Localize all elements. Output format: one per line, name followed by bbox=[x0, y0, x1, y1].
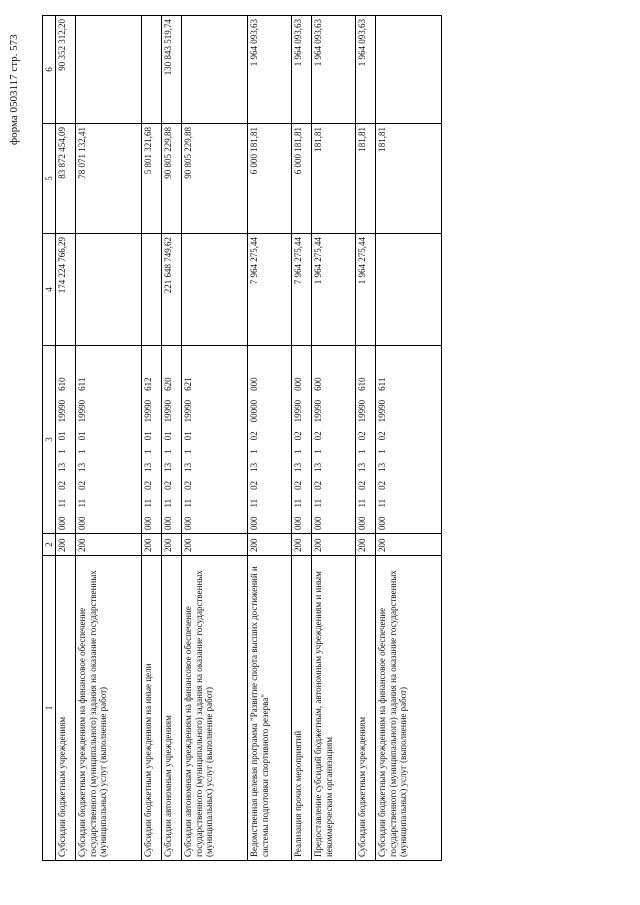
code-part: 02 bbox=[377, 431, 388, 441]
form-reference: форма 0503117 стр. 573 bbox=[8, 34, 20, 145]
row-executed: 83 872 454,09 bbox=[56, 124, 76, 234]
code-part: 11 bbox=[249, 498, 260, 508]
code-part: 02 bbox=[249, 480, 260, 490]
code-part: 02 bbox=[57, 480, 68, 490]
code-part: 19990 bbox=[183, 399, 194, 423]
row-budget-code bbox=[76, 346, 142, 534]
row-approved: 1 964 275,44 bbox=[312, 234, 356, 346]
table-row bbox=[312, 16, 356, 861]
col-header-3: 3 bbox=[43, 346, 56, 534]
row-approved: 7 964 275,44 bbox=[248, 234, 292, 346]
code-part: 000 bbox=[377, 516, 388, 530]
code-part: 1 bbox=[57, 449, 68, 454]
row-unexecuted: 130 843 519,74 bbox=[162, 16, 182, 124]
code-part: 13 bbox=[163, 462, 174, 472]
row-budget-code bbox=[312, 346, 356, 534]
row-executed: 6 000 181,81 bbox=[292, 124, 312, 234]
code-part: 19990 bbox=[357, 399, 368, 423]
code-part: 1 bbox=[77, 449, 88, 454]
code-part: 13 bbox=[293, 462, 304, 472]
code-part: 612 bbox=[143, 377, 154, 391]
code-part: 02 bbox=[313, 480, 324, 490]
row-approved: 174 224 766,29 bbox=[56, 234, 76, 346]
col-header-2: 2 bbox=[43, 534, 56, 556]
code-part: 11 bbox=[313, 498, 324, 508]
row-name: Субсидии бюджетным учреждениям на финансовое обеспечение государственного (муниципального) задания на оказание государственных (муниципальных) услуг (выполнение работ) bbox=[76, 556, 142, 861]
code-part: 11 bbox=[57, 498, 68, 508]
row-approved bbox=[142, 234, 162, 346]
row-line-code: 200 bbox=[142, 534, 162, 556]
table-row bbox=[376, 16, 442, 861]
code-part: 1 bbox=[249, 449, 260, 454]
code-part: 000 bbox=[163, 516, 174, 530]
code-part: 000 bbox=[57, 516, 68, 530]
code-part: 1 bbox=[293, 449, 304, 454]
code-part: 000 bbox=[293, 516, 304, 530]
row-approved: 1 964 275,44 bbox=[356, 234, 376, 346]
row-budget-code bbox=[56, 346, 76, 534]
row-executed: 90 805 229,88 bbox=[162, 124, 182, 234]
table-row bbox=[356, 16, 376, 861]
code-part: 600 bbox=[313, 377, 324, 391]
row-name: Субсидии бюджетным учреждениям на финансовое обеспечение государственного (муниципального) задания на оказание государственных (муниципальных) услуг (выполнение работ) bbox=[376, 556, 442, 861]
code-part: 000 bbox=[357, 516, 368, 530]
code-part: 13 bbox=[183, 462, 194, 472]
row-approved: 7 964 275,44 bbox=[292, 234, 312, 346]
code-part: 02 bbox=[313, 431, 324, 441]
row-line-code: 200 bbox=[56, 534, 76, 556]
code-part: 00000 bbox=[249, 399, 260, 423]
code-part: 1 bbox=[163, 449, 174, 454]
code-part: 19990 bbox=[57, 399, 68, 423]
code-part: 02 bbox=[143, 480, 154, 490]
code-part: 000 bbox=[249, 377, 260, 391]
row-name: Субсидии бюджетным учреждениям bbox=[56, 556, 76, 861]
code-part: 13 bbox=[57, 462, 68, 472]
row-budget-code bbox=[248, 346, 292, 534]
row-unexecuted bbox=[376, 16, 442, 124]
table-row bbox=[182, 16, 248, 861]
row-executed: 181,81 bbox=[312, 124, 356, 234]
row-unexecuted: 1 964 093,63 bbox=[248, 16, 292, 124]
code-part: 01 bbox=[163, 431, 174, 441]
row-executed: 181,81 bbox=[376, 124, 442, 234]
code-part: 02 bbox=[357, 431, 368, 441]
code-part: 01 bbox=[183, 431, 194, 441]
table-row bbox=[292, 16, 312, 861]
row-budget-code bbox=[376, 346, 442, 534]
code-part: 621 bbox=[183, 377, 194, 391]
header-row bbox=[43, 16, 56, 861]
code-part: 000 bbox=[183, 516, 194, 530]
row-name: Реализация прочих мероприятий bbox=[292, 556, 312, 861]
row-line-code: 200 bbox=[76, 534, 142, 556]
row-approved bbox=[182, 234, 248, 346]
code-part: 611 bbox=[77, 377, 88, 391]
code-part: 11 bbox=[163, 498, 174, 508]
row-unexecuted bbox=[182, 16, 248, 124]
code-part: 11 bbox=[377, 498, 388, 508]
row-unexecuted: 1 964 093,63 bbox=[356, 16, 376, 124]
table-row bbox=[162, 16, 182, 861]
row-executed: 78 071 132,41 bbox=[76, 124, 142, 234]
code-part: 000 bbox=[313, 516, 324, 530]
row-name: Субсидии автономным учреждениям bbox=[162, 556, 182, 861]
code-part: 000 bbox=[77, 516, 88, 530]
table-row bbox=[76, 16, 142, 861]
code-part: 610 bbox=[357, 377, 368, 391]
row-unexecuted bbox=[76, 16, 142, 124]
row-executed: 90 805 229,88 bbox=[182, 124, 248, 234]
code-part: 1 bbox=[183, 449, 194, 454]
budget-table bbox=[42, 15, 442, 861]
code-part: 11 bbox=[357, 498, 368, 508]
code-part: 13 bbox=[143, 462, 154, 472]
table-row bbox=[142, 16, 162, 861]
code-part: 02 bbox=[357, 480, 368, 490]
row-approved bbox=[76, 234, 142, 346]
code-part: 02 bbox=[293, 480, 304, 490]
code-part: 02 bbox=[293, 431, 304, 441]
code-part: 02 bbox=[77, 480, 88, 490]
row-unexecuted bbox=[142, 16, 162, 124]
code-part: 000 bbox=[249, 516, 260, 530]
code-part: 000 bbox=[143, 516, 154, 530]
code-part: 1 bbox=[357, 449, 368, 454]
code-part: 620 bbox=[163, 377, 174, 391]
code-part: 19990 bbox=[377, 399, 388, 423]
code-part: 13 bbox=[249, 462, 260, 472]
code-part: 11 bbox=[77, 498, 88, 508]
row-executed: 5 801 321,68 bbox=[142, 124, 162, 234]
code-part: 01 bbox=[57, 431, 68, 441]
row-executed: 181,81 bbox=[356, 124, 376, 234]
code-part: 19990 bbox=[77, 399, 88, 423]
code-part: 01 bbox=[77, 431, 88, 441]
col-header-5: 5 bbox=[43, 124, 56, 234]
row-line-code: 200 bbox=[376, 534, 442, 556]
row-unexecuted: 1 964 093,63 bbox=[312, 16, 356, 124]
code-part: 19990 bbox=[143, 399, 154, 423]
col-header-1: 1 bbox=[43, 556, 56, 861]
code-part: 02 bbox=[183, 480, 194, 490]
code-part: 11 bbox=[143, 498, 154, 508]
row-line-code: 200 bbox=[162, 534, 182, 556]
code-part: 611 bbox=[377, 377, 388, 391]
code-part: 19990 bbox=[163, 399, 174, 423]
code-part: 13 bbox=[377, 462, 388, 472]
row-line-code: 200 bbox=[312, 534, 356, 556]
row-budget-code bbox=[162, 346, 182, 534]
code-part: 02 bbox=[377, 480, 388, 490]
code-part: 1 bbox=[143, 449, 154, 454]
row-name: Субсидии автономным учреждениям на финансовое обеспечение государственного (муниципального) задания на оказание государственных (муниципальных) услуг (выполнение работ) bbox=[182, 556, 248, 861]
row-budget-code bbox=[292, 346, 312, 534]
code-part: 13 bbox=[357, 462, 368, 472]
row-name: Предоставление субсидий бюджетным, автономным учреждениям и иным некоммерческим организациям bbox=[312, 556, 356, 861]
code-part: 19990 bbox=[313, 399, 324, 423]
code-part: 000 bbox=[293, 377, 304, 391]
code-part: 13 bbox=[77, 462, 88, 472]
row-budget-code bbox=[356, 346, 376, 534]
row-name: Ведомственная целевая программа "Развитие спорта высших достижений и системы подготовки спортивного резерва" bbox=[248, 556, 292, 861]
code-part: 11 bbox=[183, 498, 194, 508]
col-header-4: 4 bbox=[43, 234, 56, 346]
row-approved: 221 648 749,62 bbox=[162, 234, 182, 346]
row-approved bbox=[376, 234, 442, 346]
row-line-code: 200 bbox=[292, 534, 312, 556]
code-part: 01 bbox=[143, 431, 154, 441]
code-part: 1 bbox=[313, 449, 324, 454]
code-part: 13 bbox=[313, 462, 324, 472]
row-name: Субсидии бюджетным учреждениям на иные цели bbox=[142, 556, 162, 861]
code-part: 1 bbox=[377, 449, 388, 454]
table-row bbox=[248, 16, 292, 861]
row-unexecuted: 1 964 093,63 bbox=[292, 16, 312, 124]
row-line-code: 200 bbox=[182, 534, 248, 556]
row-name: Субсидии бюджетным учреждениям bbox=[356, 556, 376, 861]
row-unexecuted: 90 352 312,20 bbox=[56, 16, 76, 124]
row-budget-code bbox=[142, 346, 162, 534]
row-budget-code bbox=[182, 346, 248, 534]
table-row bbox=[56, 16, 76, 861]
row-line-code: 200 bbox=[356, 534, 376, 556]
code-part: 19990 bbox=[293, 399, 304, 423]
col-header-6: 6 bbox=[43, 16, 56, 124]
code-part: 02 bbox=[163, 480, 174, 490]
code-part: 02 bbox=[249, 431, 260, 441]
row-line-code: 200 bbox=[248, 534, 292, 556]
code-part: 610 bbox=[57, 377, 68, 391]
code-part: 11 bbox=[293, 498, 304, 508]
row-executed: 6 000 181,81 bbox=[248, 124, 292, 234]
